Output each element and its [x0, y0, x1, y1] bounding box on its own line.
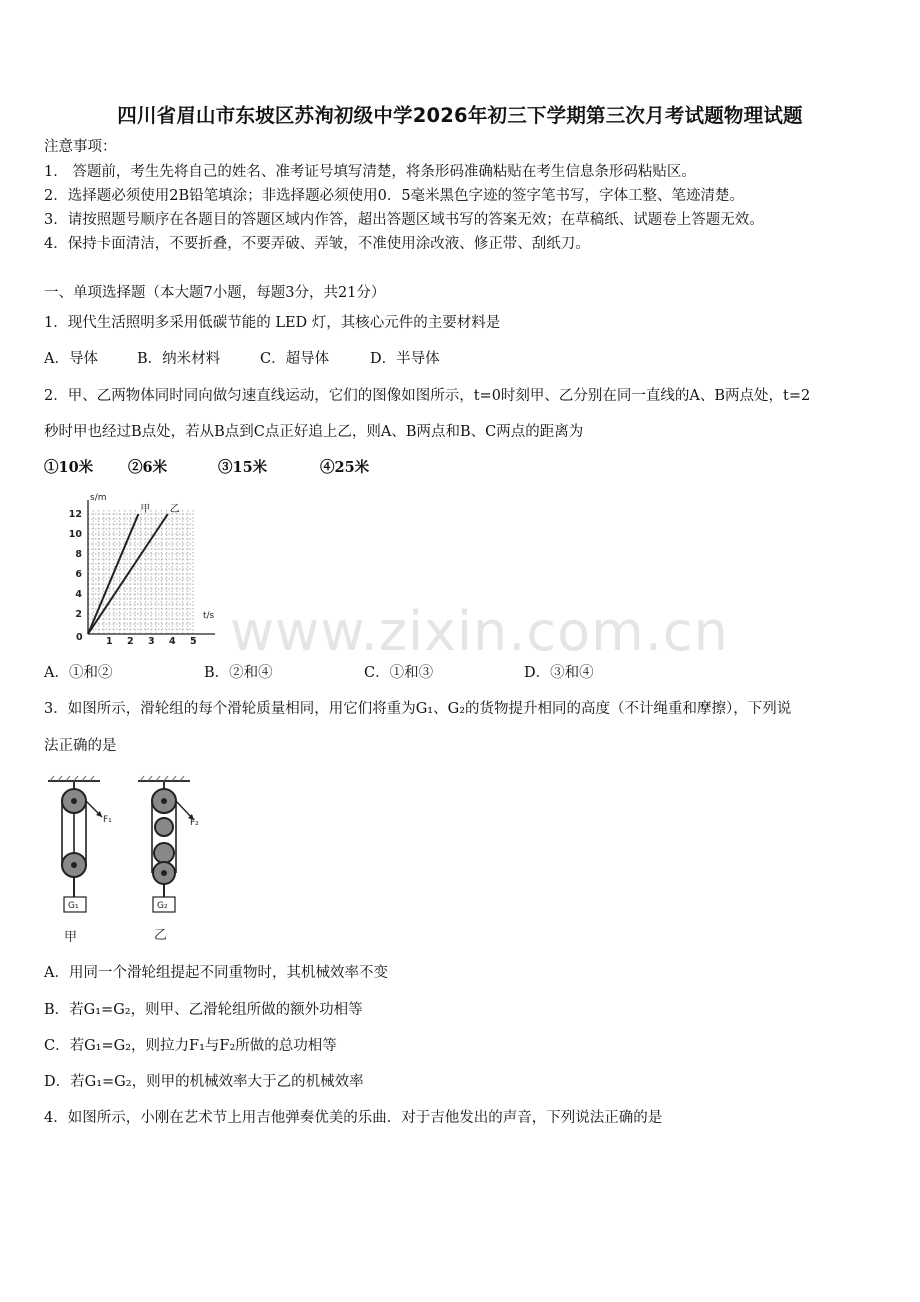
series-label-jia: 甲: [140, 504, 151, 515]
q2-option-a: A．①和②: [44, 665, 113, 681]
label-yi: 乙: [154, 928, 168, 943]
x-tick-label: 5: [190, 636, 197, 647]
q2-choice-2: ②6米: [128, 459, 168, 476]
q2-choice-4: ④25米: [320, 459, 370, 476]
x-tick-label: 2: [127, 636, 134, 647]
y-tick-label: 4: [75, 589, 82, 600]
notice-item-4: 4．保持卡面清洁，不要折叠，不要弄破、弄皱，不准使用涂改液、修正带、刮纸刀。: [44, 236, 590, 252]
q3-option-d: D．若G₁=G₂，则甲的机械效率大于乙的机械效率: [44, 1074, 364, 1090]
q3-option-a: A．用同一个滑轮组提起不同重物时，其机械效率不变: [44, 965, 388, 981]
pulley-fixed-right-2: [155, 818, 173, 836]
ceiling-right: [138, 776, 190, 781]
page-title: 四川省眉山市东坡区苏洵初级中学2026年初三下学期第三次月考试题物理试题: [117, 104, 803, 127]
x-tick-label: 0: [76, 632, 83, 643]
q4-stem: 4．如图所示，小刚在艺术节上用吉他弹奏优美的乐曲．对于吉他发出的声音，下列说法正确的是: [44, 1110, 663, 1126]
y-tick-label: 8: [75, 549, 82, 560]
notice-item-3: 3．请按照题号顺序在各题目的答题区域内作答，超出答题区域书写的答案无效；在草稿纸、试题卷上答题无效。: [44, 212, 764, 228]
q3-stem-line2: 法正确的是: [44, 738, 117, 754]
q2-option-b: B．②和④: [204, 665, 273, 681]
y-tick-label: 2: [75, 609, 82, 620]
ceiling-left: [48, 776, 100, 781]
label-f1: F₁: [103, 815, 112, 825]
q1-stem: 1．现代生活照明多采用低碳节能的 LED 灯，其核心元件的主要材料是: [44, 315, 501, 331]
label-g1: G₁: [68, 901, 79, 911]
q3-option-c: C．若G₁=G₂，则拉力F₁与F₂所做的总功相等: [44, 1038, 337, 1054]
y-tick-label: 12: [68, 509, 82, 520]
section-heading: 一、单项选择题（本大题7小题，每题3分，共21分）: [44, 285, 386, 301]
q1-option-b: B．纳米材料: [137, 351, 221, 367]
q2-stem-line2: 秒时甲也经过B点处，若从B点到C点正好追上乙，则A、B两点和B、C两点的距离为: [44, 424, 584, 440]
x-tick-label: 3: [148, 636, 155, 647]
label-f2: F₂: [190, 818, 199, 828]
notice-heading: 注意事项：: [44, 139, 117, 155]
q3-stem-line1: 3．如图所示，滑轮组的每个滑轮质量相同，用它们将重为G₁、G₂的货物提升相同的高度（不计绳重和摩擦），下列说: [44, 701, 792, 717]
label-jia: 甲: [64, 930, 78, 945]
q3-pulley-figure: [44, 775, 224, 950]
x-tick-label: 4: [169, 636, 176, 647]
series-label-yi: 乙: [169, 504, 180, 515]
q2-option-d: D．③和④: [524, 665, 594, 681]
watermark: www.zixin.com.cn: [230, 600, 729, 663]
q2-choice-1: ①10米: [44, 459, 94, 476]
y-tick-label: 10: [68, 529, 82, 540]
y-tick-label: 6: [75, 569, 82, 580]
notice-item-2: 2．选择题必须使用2B铅笔填涂；非选择题必须使用0．5毫米黑色字迹的签字笔书写，字体工整、笔迹清楚。: [44, 188, 745, 204]
x-axis-label: t/s: [203, 611, 215, 621]
q2-choice-3: ③15米: [218, 459, 268, 476]
q2-st-graph: [60, 492, 230, 652]
q2-stem-line1: 2．甲、乙两物体同时同向做匀速直线运动，它们的图像如图所示，t=0时刻甲、乙分别在同一直线的A、B两点处，t=2: [44, 388, 811, 404]
pulley-movable-right-1: [154, 843, 174, 863]
y-axis-label: s/m: [90, 493, 107, 503]
x-tick-label: 1: [106, 636, 113, 647]
q1-option-c: C．超导体: [260, 351, 330, 367]
q1-option-d: D．半导体: [370, 351, 440, 367]
label-g2: G₂: [157, 901, 168, 911]
notice-item-1: 1． 答题前，考生先将自己的姓名、准考证号填写清楚，将条形码准确粘贴在考生信息条形码粘贴区。: [44, 164, 696, 180]
q2-option-c: C．①和③: [364, 665, 434, 681]
q1-option-a: A．导体: [44, 351, 98, 367]
q3-option-b: B．若G₁=G₂，则甲、乙滑轮组所做的额外功相等: [44, 1002, 363, 1018]
